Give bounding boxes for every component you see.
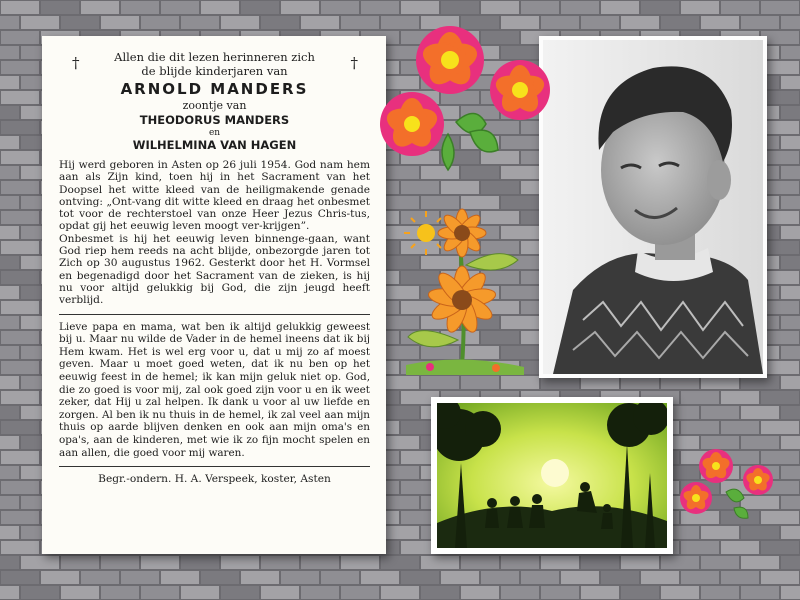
brick	[701, 406, 739, 419]
brick	[221, 586, 259, 599]
brick	[1, 451, 39, 464]
brick	[561, 571, 599, 584]
brick	[781, 466, 800, 479]
brick	[621, 586, 659, 599]
brick	[161, 571, 199, 584]
brick	[701, 556, 739, 569]
brick	[1, 271, 39, 284]
brick	[521, 1, 559, 14]
brick	[1, 151, 39, 164]
brick	[781, 46, 800, 59]
brick	[381, 376, 419, 389]
brick	[0, 466, 19, 479]
brick	[781, 436, 800, 449]
brick	[1, 331, 39, 344]
brick	[781, 526, 800, 539]
brick	[481, 181, 519, 194]
brick	[41, 571, 79, 584]
brick	[681, 391, 719, 404]
brick	[781, 346, 800, 359]
brick	[1, 61, 39, 74]
brick	[461, 376, 499, 389]
brick	[741, 556, 779, 569]
brick	[581, 586, 619, 599]
brick	[621, 556, 659, 569]
brick	[201, 571, 239, 584]
brick	[181, 16, 219, 29]
brick	[0, 16, 19, 29]
brick	[301, 586, 339, 599]
brick	[781, 316, 800, 329]
brick	[661, 586, 699, 599]
brick	[41, 1, 79, 14]
brick	[0, 136, 19, 149]
brick	[761, 391, 799, 404]
brick	[781, 166, 800, 179]
mother-name: WILHELMINA VAN HAGEN	[132, 138, 297, 152]
brick	[441, 571, 479, 584]
brick	[781, 496, 800, 509]
brick	[781, 556, 800, 569]
brick	[181, 586, 219, 599]
brick	[781, 376, 800, 389]
brick	[781, 16, 800, 29]
brick	[661, 16, 699, 29]
brick	[561, 1, 599, 14]
brick	[1, 391, 39, 404]
brick	[301, 556, 339, 569]
deceased-name: ARNOLD MANDERS	[120, 80, 309, 98]
brick	[141, 16, 179, 29]
brick	[61, 16, 99, 29]
brick	[401, 571, 439, 584]
cross-icon: †	[350, 54, 358, 72]
brick	[721, 391, 759, 404]
brick	[241, 1, 279, 14]
brick	[441, 1, 479, 14]
brick	[501, 586, 539, 599]
brick	[781, 106, 800, 119]
brick	[261, 586, 299, 599]
brick	[181, 556, 219, 569]
brick	[121, 571, 159, 584]
brick	[81, 571, 119, 584]
brick	[1, 31, 39, 44]
brick	[141, 586, 179, 599]
brick	[0, 256, 19, 269]
brick	[361, 571, 399, 584]
brick	[421, 556, 459, 569]
brick	[381, 466, 419, 479]
brick	[1, 121, 39, 134]
brick	[0, 496, 19, 509]
brick	[781, 586, 800, 599]
brick	[421, 376, 459, 389]
brick	[101, 586, 139, 599]
brick	[21, 16, 59, 29]
brick	[61, 586, 99, 599]
brick	[401, 181, 439, 194]
brick	[781, 406, 800, 419]
brick	[101, 556, 139, 569]
brick	[681, 571, 719, 584]
brick	[341, 16, 379, 29]
brick	[1, 301, 39, 314]
brick	[501, 556, 539, 569]
brick	[0, 406, 19, 419]
brick	[1, 181, 39, 194]
brick	[761, 541, 799, 554]
brick	[781, 196, 800, 209]
bio-paragraph: Hij werd geboren in Asten op 26 juli 1954. God nam hem aan als Zijn kind, toen hij in het Sacrament van het Doopsel het witte kleed van de heiligmakende genade ontving: „Ont-vang dit witte kleed en draag het onbesmet tot voor de rechterstoel van onze Heer Jezus Chris-tus, opdat gij het eeuwig leven moogt ver-krijgen”.	[59, 159, 370, 233]
brick	[261, 556, 299, 569]
brick	[381, 556, 419, 569]
brick	[201, 1, 239, 14]
brick	[781, 226, 800, 239]
brick	[1, 241, 39, 254]
brick	[0, 286, 19, 299]
brick	[781, 286, 800, 299]
brick	[1, 1, 39, 14]
children-playing-silhouette	[431, 397, 673, 554]
and-label: en	[208, 128, 221, 138]
brick	[61, 556, 99, 569]
flower-cluster-icon	[378, 24, 558, 174]
funeral-director: Begr.-ondern. H. A. Verspeek, koster, Asten	[98, 473, 331, 486]
brick	[0, 556, 19, 569]
brick	[501, 376, 539, 389]
cross-icon: †	[72, 54, 80, 72]
brick	[741, 526, 779, 539]
brick	[0, 376, 19, 389]
brick	[0, 526, 19, 539]
brick	[481, 1, 519, 14]
brick	[321, 1, 359, 14]
brick	[641, 571, 679, 584]
brick	[0, 226, 19, 239]
brick	[541, 586, 579, 599]
brick	[741, 406, 779, 419]
brick	[601, 1, 639, 14]
divider	[59, 466, 370, 467]
brick	[0, 46, 19, 59]
brick	[0, 346, 19, 359]
brick	[381, 436, 419, 449]
brick	[341, 556, 379, 569]
brick	[721, 1, 759, 14]
brick	[161, 1, 199, 14]
brick	[681, 541, 719, 554]
brick	[761, 421, 799, 434]
brick	[441, 181, 479, 194]
brick	[221, 16, 259, 29]
brick	[661, 556, 699, 569]
brick	[0, 166, 19, 179]
brick	[461, 556, 499, 569]
brick	[0, 106, 19, 119]
brick	[121, 1, 159, 14]
brick	[0, 436, 19, 449]
brick	[21, 556, 59, 569]
brick	[381, 496, 419, 509]
brick	[601, 571, 639, 584]
brick	[1, 211, 39, 224]
brick	[761, 1, 799, 14]
brick	[781, 76, 800, 89]
brick	[381, 406, 419, 419]
brick	[21, 586, 59, 599]
brick	[581, 556, 619, 569]
sunflower-icon	[400, 205, 530, 375]
brick	[1, 481, 39, 494]
brick	[701, 586, 739, 599]
brick	[281, 571, 319, 584]
brick	[281, 1, 319, 14]
brick	[1, 421, 39, 434]
divider	[59, 314, 370, 315]
brick	[301, 16, 339, 29]
brick	[361, 1, 399, 14]
brick	[641, 1, 679, 14]
intro-line: de blijde kinderjaren van	[141, 64, 288, 78]
father-name: THEODORUS MANDERS	[139, 113, 290, 127]
brick	[0, 316, 19, 329]
brick	[681, 421, 719, 434]
brick	[141, 556, 179, 569]
brick	[381, 526, 419, 539]
brick	[401, 1, 439, 14]
brick	[1, 361, 39, 374]
brick	[701, 16, 739, 29]
brick	[0, 196, 19, 209]
brick	[721, 541, 759, 554]
brick	[741, 586, 779, 599]
brick	[681, 1, 719, 14]
brick	[321, 571, 359, 584]
brick	[781, 256, 800, 269]
brick	[421, 586, 459, 599]
brick	[761, 571, 799, 584]
brick	[261, 16, 299, 29]
brick	[481, 571, 519, 584]
brick	[381, 586, 419, 599]
letter-text: Lieve papa en mama, wat ben ik altijd gelukkig geweest bij u. Maar nu wilde de Vader in de hemel ineens dat ik bij Hem kwam. Het is wel erg voor u, dat u mij zo af moest geven. Maar u moet goed weten, dat ik nu ben op het eeuwig feest in de hemel; ik kan mijn geluk niet op. God, die zo goed is voor mij, zal ook goed zijn voor u en ik weet zeker, dat Hij u zal helpen. Ik dank u voor al uw liefde en zorgen. Al ben ik nu thuis in de hemel, ik zal veel aan mijn thuis op aarde blijven denken en ook aan mijn oma's en opa's, aan de kinderen, met wie ik zo fijn mocht spelen en aan allen, die goed voor mij waren.	[59, 320, 370, 459]
brick	[241, 571, 279, 584]
brick	[81, 1, 119, 14]
memorial-card	[42, 36, 386, 554]
brick	[721, 571, 759, 584]
brick	[581, 16, 619, 29]
bio-paragraph: Onbesmet is hij het eeuwig leven binnenge-gaan, want God riep hem reeds na acht blijde, onbezorgde jaren tot Zich op 30 augustus 1962. Gesterkt door het H. Vormsel en begenadigd door het Sacrament van de zieken, is hij nu voor altijd gelukkig bij God, die zijn jeugd heeft verblijd.	[59, 232, 370, 307]
brick	[741, 16, 779, 29]
brick	[1, 91, 39, 104]
brick	[0, 76, 19, 89]
brick	[101, 16, 139, 29]
brick	[1, 541, 39, 554]
son-of-label: zoontje van	[182, 99, 247, 112]
small-flower-cluster-icon	[676, 446, 781, 522]
brick	[701, 526, 739, 539]
brick	[461, 586, 499, 599]
boy-portrait-photo	[539, 36, 767, 378]
brick	[0, 586, 19, 599]
brick	[621, 16, 659, 29]
brick	[521, 571, 559, 584]
brick	[1, 511, 39, 524]
brick	[1, 571, 39, 584]
brick	[721, 421, 759, 434]
brick	[341, 586, 379, 599]
brick	[541, 556, 579, 569]
brick	[781, 136, 800, 149]
brick	[221, 556, 259, 569]
intro-line: Allen die dit lezen herinneren zich	[114, 50, 315, 64]
